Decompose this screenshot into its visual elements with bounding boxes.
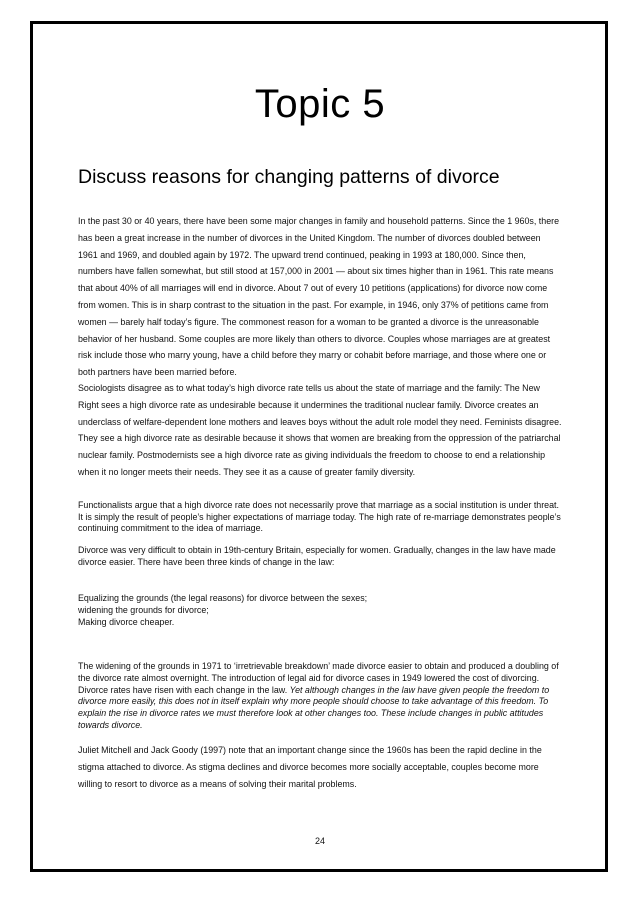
paragraph-stigma-decline: Juliet Mitchell and Jack Goody (1997) note that an important change since the 1960s has been the rapid decline in the stigma attached to divorce. As stigma declines and divorce becomes more socially acceptable, couples become more willing to resort to divorce as a means of solving their marital problems. [78,745,542,789]
paragraph-plain-text: The widening of the grounds in 1971 to ‘irretrievable breakdown’ made divorce easier to obtain and produced a doubling of the divorce rate almost overnight. The introduction of legal aid for divorce cases in 1949 lowered the cost of divorcing. Divorce rates have risen with each change in the law. [78,661,559,695]
list-item: Equalizing the grounds (the legal reasons) for divorce between the sexes; [78,593,368,603]
paragraph-divorce-trends: In the past 30 or 40 years, there have been some major changes in family and household patterns. Since the 1 960s, there has been a great increase in the number of divorces in the United Kingdom. The number of divorces doubled between 1961 and 1969, and doubled again by 1972. The upward trend continued, peaking in 1993 at 180,000. Since then, numbers have fallen somewhat, but still stood at 157,000 in 2001 — about six times higher than in 1961. This rate means that about 40% of all marriages will end in divorce. About 7 out of every 10 petitions (applications) for divorce now come from women. This is in sharp contrast to the situation in the past. For example, in 1946, only 37% of petitions came from women — barely half today’s figure. The commonest reason for a woman to be granted a divorce is the unreasonable behavior of her husband. Some couples are more likely than others to divorce. Couples whose marriages are at greatest risk include those who marry young, have a child before they marry or cohabit before marriage, and those where one or both partners have been married before. [78,216,560,378]
paragraph-sociologist-views: Sociologists disagree as to what today’s high divorce rate tells us about the state of marriage and the family: The New Right sees a high divorce rate as undesirable because it undermines the traditional nuclear family. Divorce creates an underclass of welfare-dependent lone mothers and leaves boys without the adult role model they need. Feminists disagree. They see a high divorce rate as desirable because it shows that women are breaking from the oppression of the patriarchal nuclear family. Postmodernists see a high divorce rate as giving individuals the freedom to choose to end a relationship when it no longer meets their needs. They see it as a cause of greater family diversity. [78,383,562,477]
list-item: widening the grounds for divorce; [78,604,209,615]
page-number: 24 [314,836,325,846]
paragraph-functionalists: Functionalists argue that a high divorce rate does not necessarily prove that marriage as a social institution is under threat. It is simply the result of people’s higher expectations of marriage today. The high rate of re-marriage demonstrates people’s continuing commitment to the idea of marriage. [78,500,561,534]
law-changes-list [78,593,562,628]
paragraph-law-changes: Divorce was very difficult to obtain in 19th-century Britain, especially for women. Gradually, changes in the law have made divorce easier. There have been three kinds of change in the law: [78,545,556,567]
paragraph-italic-text: Yet although changes in the law have given people the freedom to divorce more easily, this does not in itself explain why more people should choose to take advantage of this freedom. To explain the rise in divorce rates we must therefore look at other changes too. These include changes in public attitudes towards divorce. [78,684,550,730]
page-title: Topic 5 [254,82,386,126]
section-heading: Discuss reasons for changing patterns of divorce [78,166,500,188]
paragraph-widening-grounds [78,661,562,732]
list-item: Making divorce cheaper. [78,616,175,627]
